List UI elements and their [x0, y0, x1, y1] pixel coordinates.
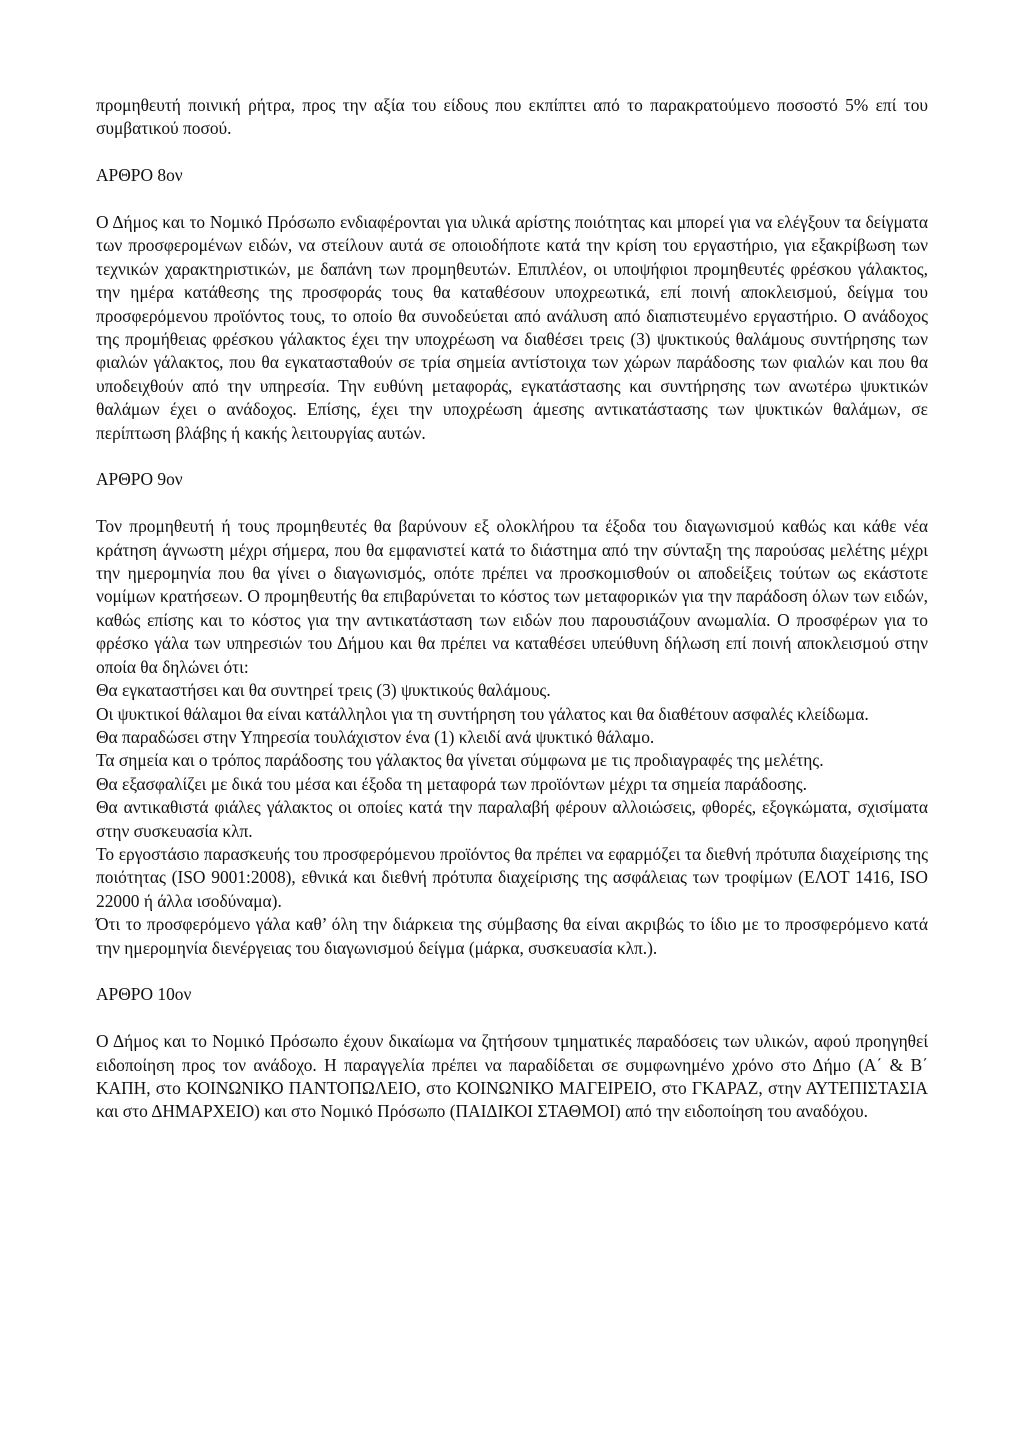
article-9-item: Ότι το προσφερόμενο γάλα καθ’ όλη την διάρκεια της σύμβασης θα είναι ακριβώς το ίδιο με το προσφερόμενο κατά την ημερομηνία διενέργειας του διαγωνισμού δείγμα (μάρκα, συσκευασία κλπ.). — [96, 914, 928, 958]
spacer — [96, 445, 928, 468]
document-page — [96, 94, 928, 1124]
article-9-heading: ΑΡΘΡΟ 9ον — [96, 469, 183, 490]
article-9-item: Τα σημεία και ο τρόπος παράδοσης του γάλακτος θα γίνεται σύμφωνα με τις προδιαγραφές της μελέτης. — [96, 750, 824, 771]
article-9-body: Τον προμηθευτή ή τους προμηθευτές θα βαρύνουν εξ ολοκλήρου τα έξοδα του διαγωνισμού καθώς και κάθε νέα κράτηση άγνωστη μέχρι σήμερα, που θα εμφανιστεί κατά το διάστημα από την σύνταξη της παρούσας μελέτης μέχρι την ημερομηνία που θα γίνει ο διαγωνισμός, οπότε πρέπει να προσκομισθούν οι αποδείξεις τούτων ως εκάστοτε νομίμων κρατήσεων. Ο προμηθευτής θα επιβαρύνεται το κόστος των μεταφορικών για την παράδοση όλων των ειδών, καθώς επίσης και το κόστος για την αντικατάσταση των ειδών που παρουσιάζουν ανωμαλία. Ο προσφέρων για το φρέσκο γάλα των υπηρεσιών του Δήμου και θα πρέπει να καταθέσει υπεύθυνη δήλωση επί ποινή αποκλεισμού στην οποία θα δηλώνει ότι: — [96, 516, 928, 677]
spacer — [96, 1007, 928, 1030]
article-10-body: Ο Δήμος και το Νομικό Πρόσωπο έχουν δικαίωμα να ζητήσουν τμηματικές παραδόσεις των υλικών, αφού προηγηθεί ειδοποίηση προς τον ανάδοχο. Η παραγγελία πρέπει να παραδίδεται σε συμφωνημένο χρόνο στο Δήμο (Α΄ & Β΄ ΚΑΠΗ, στο ΚΟΙΝΩΝΙΚΟ ΠΑΝΤΟΠΩΛΕΙΟ, στο ΚΟΙΝΩΝΙΚΟ ΜΑΓΕΙΡΕΙΟ, στο ΓΚΑΡΑΖ, στην ΑΥΤΕΠΙΣΤΑΣΙΑ και στο ΔΗΜΑΡΧΕΙΟ) και στο Νομικό Πρόσωπο (ΠΑΙΔΙΚΟΙ ΣΤΑΘΜΟΙ) από την ειδοποίηση του αναδόχου. — [96, 1031, 928, 1122]
article-8-body: Ο Δήμος και το Νομικό Πρόσωπο ενδιαφέρονται για υλικά αρίστης ποιότητας και μπορεί για να ελέγξουν τα δείγματα των προσφερομένων ειδών, να στείλουν αυτά σε οποιοδήποτε κατά την κρίση του εργαστήριο, για εξακρίβωση των τεχνικών χαρακτηριστικών, με δαπάνη των προμηθευτών. Επιπλέον, οι υποψήφιοι προμηθευτές φρέσκου γάλακτος, την ημέρα κατάθεσης της προσφοράς τους θα καταθέσουν υποχρεωτικά, επί ποινή αποκλεισμού, δείγμα του προσφερόμενου προϊόντος τους, το οποίο θα συνοδεύεται από ανάλυση από διαπιστευμένο εργαστήριο. Ο ανάδοχος της προμήθειας φρέσκου γάλακτος έχει την υποχρέωση να διαθέσει τρεις (3) ψυκτικούς θαλάμους συντήρησης των φιαλών γάλακτος, που θα εγκατασταθούν σε τρία σημεία αντίστοιχα των χώρων παράδοσης των φιαλών και που θα υποδειχθούν από την υπηρεσία. Την ευθύνη μεταφοράς, εγκατάστασης και συντήρησης των ανωτέρω ψυκτικών θαλάμων έχει ο ανάδοχος. Επίσης, έχει την υποχρέωση άμεσης αντικατάστασης των ψυκτικών θαλάμων, σε περίπτωση βλάβης ή κακής λειτουργίας αυτών. — [96, 212, 928, 443]
article-8-heading: ΑΡΘΡΟ 8ον — [96, 165, 183, 186]
article-9-item: Θα εξασφαλίζει με δικά του μέσα και έξοδα τη μεταφορά των προϊόντων μέχρι τα σημεία παράδοσης. — [96, 773, 807, 794]
spacer — [96, 188, 928, 211]
article-9-item: Θα εγκαταστήσει και θα συντηρεί τρεις (3) ψυκτικούς θαλάμους. — [96, 680, 551, 701]
article-10-heading: ΑΡΘΡΟ 10ον — [96, 984, 192, 1005]
article-9-item: Θα αντικαθιστά φιάλες γάλακτος οι οποίες κατά την παραλαβή φέρουν αλλοιώσεις, φθορές, εξογκώματα, σχισίματα στην συσκευασία κλπ. — [96, 797, 928, 841]
article-9-item: Το εργοστάσιο παρασκευής του προσφερόμενου προϊόντος θα πρέπει να εφαρμόζει τα διεθνή πρότυπα διαχείρισης της ποιότητας (ISO 9001:2008), εθνικά και διεθνή πρότυπα διαχείρισης της ασφάλειας των τροφίμων (ΕΛΟΤ 1416, ISO 22000 ή άλλα ισοδύναμα). — [96, 843, 928, 911]
article-9-item: Οι ψυκτικοί θάλαμοι θα είναι κατάλληλοι για τη συντήρηση του γάλατος και θα διαθέτουν ασφαλές κλείδωμα. — [96, 703, 869, 724]
spacer — [96, 960, 928, 983]
article-9-item: Θα παραδώσει στην Υπηρεσία τουλάχιστον ένα (1) κλειδί ανά ψυκτικό θάλαμο. — [96, 726, 655, 747]
spacer — [96, 141, 928, 164]
spacer — [96, 492, 928, 515]
intro-paragraph: προμηθευτή ποινική ρήτρα, προς την αξία του είδους που εκπίπτει από το παρακρατούμενο ποσοστό 5% επί του συμβατικού ποσού. — [96, 95, 928, 139]
